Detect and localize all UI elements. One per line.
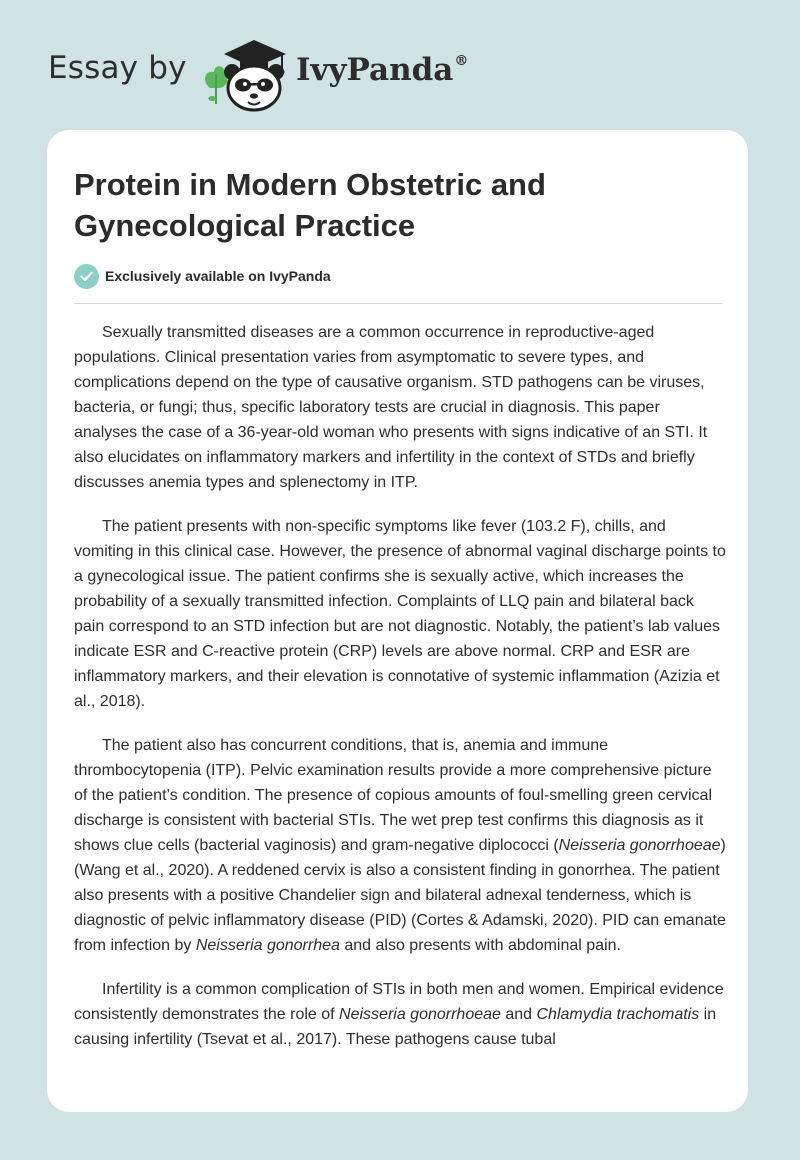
brand-name[interactable]: IvyPanda®	[296, 52, 469, 88]
divider	[74, 303, 722, 304]
species-name: Chlamydia trachomatis	[536, 1006, 700, 1023]
paragraph: The patient also has concurrent conditions, that is, anemia and immune thrombocytopenia (ITP). Pelvic examination results provide a more comprehensive picture of the patient’s condition. The presence of copious amounts of foul-smelling green cervical discharge is consistent with bacterial STIs. The wet prep test confirms this diagnosis as it shows clue cells (bacterial vaginosis) and gram-negative diplococci (Neisseria gonorrhoeae) (Wang et al., 2020). A reddened cervix is also a consistent finding in gonorrhea. The patient also presents with a positive Chandelier sign and bilateral adnexal tenderness, which is diagnostic of pelvic inflammatory disease (PID) (Cortes & Adamski, 2020). PID can emanate from infection by Neisseria gonorrhea and also presents with abdominal pain.	[74, 737, 726, 954]
badge-label: Exclusively available on IvyPanda	[105, 268, 331, 284]
species-name: Neisseria gonorrhoeae	[558, 837, 721, 854]
essay-card	[47, 130, 748, 1112]
species-name: Neisseria gonorrhea	[195, 937, 340, 954]
check-icon	[74, 264, 99, 289]
site-header	[0, 0, 800, 130]
paragraph: The patient presents with non-specific symptoms like fever (103.2 F), chills, and vomiting in this clinical case. However, the presence of abnormal vaginal discharge points to a gynecological issue. The patient confirms she is sexually active, which increases the probability of a sexually transmitted infection. Complaints of LLQ pain and bilateral back pain correspond to an STD infection but are not diagnostic. Notably, the patient’s lab values indicate ESR and C-reactive protein (CRP) levels are above normal. CRP and ESR are inflammatory markers, and their elevation is connotative of systemic inflammation (Azizia et al., 2018).	[74, 518, 726, 710]
ivypanda-logo-icon[interactable]	[200, 38, 292, 112]
article-body	[74, 320, 726, 1071]
exclusive-badge	[74, 263, 331, 289]
paragraph: Sexually transmitted diseases are a common occurrence in reproductive-aged populations. Clinical presentation varies from asymptomatic to severe types, and complications depend on the type of causative organism. STD pathogens can be viruses, bacteria, or fungi; thus, specific laboratory tests are crucial in diagnosis. This paper analyses the case of a 36-year-old woman who presents with signs indicative of an STI. It also elucidates on inflammatory markers and infertility in the context of STDs and briefly discusses anemia types and splenectomy in ITP.	[74, 324, 708, 491]
page-title: Protein in Modern Obstetric and Gynecological Practice	[74, 167, 546, 243]
species-name: Neisseria gonorrhoeae	[339, 1006, 501, 1023]
essay-by-label: Essay by	[48, 50, 187, 86]
paragraph: Infertility is a common complication of STIs in both men and women. Empirical evidence consistently demonstrates the role of Neisseria gonorrhoeae and Chlamydia trachomatis in causing infertility (Tsevat et al., 2017). These pathogens cause tubal	[74, 981, 724, 1048]
